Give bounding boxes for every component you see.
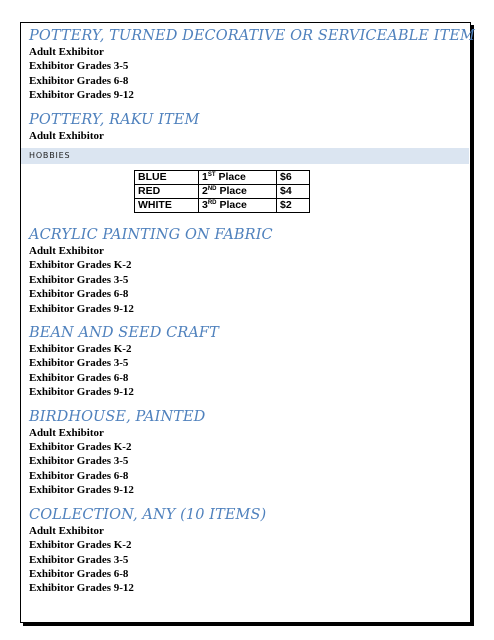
list-item: Exhibitor Grades K-2 — [29, 441, 132, 454]
list-item: Exhibitor Grades 9-12 — [29, 89, 134, 102]
list-item: Exhibitor Grades 6-8 — [29, 567, 129, 580]
amount-cell: $4 — [277, 185, 310, 199]
section-title: BIRDHOUSE, PAINTED — [29, 408, 206, 425]
section-acrylic-painting — [29, 227, 465, 316]
table-row — [135, 199, 310, 213]
section-title: ACRYLIC PAINTING ON FABRIC — [29, 227, 273, 243]
list-item: Exhibitor Grades 3-5 — [29, 60, 129, 73]
table-row — [135, 185, 310, 199]
table-row — [135, 171, 310, 185]
ribbon-cell: WHITE — [135, 199, 199, 213]
list-item: Exhibitor Grades 9-12 — [29, 302, 134, 315]
section-title: POTTERY, TURNED DECORATIVE OR SERVICEABLE ITEM — [29, 28, 475, 44]
list-item: Exhibitor Grades 3-5 — [29, 357, 129, 370]
bottom-sections — [29, 227, 465, 605]
list-item: Exhibitor Grades 6-8 — [29, 74, 129, 87]
ribbon-cell: BLUE — [135, 171, 199, 185]
list-item: Adult Exhibitor — [29, 129, 104, 142]
place-cell: 2ND Place — [199, 185, 277, 199]
prize-table — [134, 170, 310, 213]
list-item: Exhibitor Grades 9-12 — [29, 582, 134, 595]
list-item: Adult Exhibitor — [29, 426, 104, 439]
list-item: Adult Exhibitor — [29, 46, 104, 58]
list-item: Adult Exhibitor — [29, 524, 104, 537]
ribbon-cell: RED — [135, 185, 199, 199]
list-item: Adult Exhibitor — [29, 245, 104, 257]
document-page — [20, 22, 475, 623]
amount-cell: $6 — [277, 171, 310, 185]
section-title: BEAN AND SEED CRAFT — [29, 325, 219, 342]
list-item: Exhibitor Grades K-2 — [29, 539, 132, 552]
amount-cell: $2 — [277, 199, 310, 213]
section-title: COLLECTION, ANY (10 ITEMS) — [29, 506, 267, 523]
section-birdhouse — [29, 409, 465, 498]
list-item: Exhibitor Grades 6-8 — [29, 469, 129, 482]
list-item: Exhibitor Grades 6-8 — [29, 371, 129, 384]
section-bean-seed-craft — [29, 325, 465, 400]
list-item: Exhibitor Grades K-2 — [29, 259, 132, 272]
list-item: Exhibitor Grades 3-5 — [29, 455, 129, 468]
category-band — [21, 148, 469, 164]
place-cell: 3RD Place — [199, 199, 277, 213]
section-title: POTTERY, RAKU ITEM — [29, 111, 200, 128]
place-cell: 1ST Place — [199, 171, 277, 185]
list-item: Exhibitor Grades 9-12 — [29, 386, 134, 399]
section-collection — [29, 507, 465, 596]
top-sections — [29, 28, 475, 152]
list-item: Exhibitor Grades K-2 — [29, 343, 132, 356]
list-item: Exhibitor Grades 3-5 — [29, 273, 129, 286]
list-item: Exhibitor Grades 6-8 — [29, 288, 129, 301]
section-pottery-raku — [29, 112, 465, 143]
category-label: HOBBIES — [29, 151, 71, 160]
list-item: Exhibitor Grades 9-12 — [29, 484, 134, 497]
section-pottery-turned — [29, 28, 475, 103]
list-item: Exhibitor Grades 3-5 — [29, 553, 129, 566]
